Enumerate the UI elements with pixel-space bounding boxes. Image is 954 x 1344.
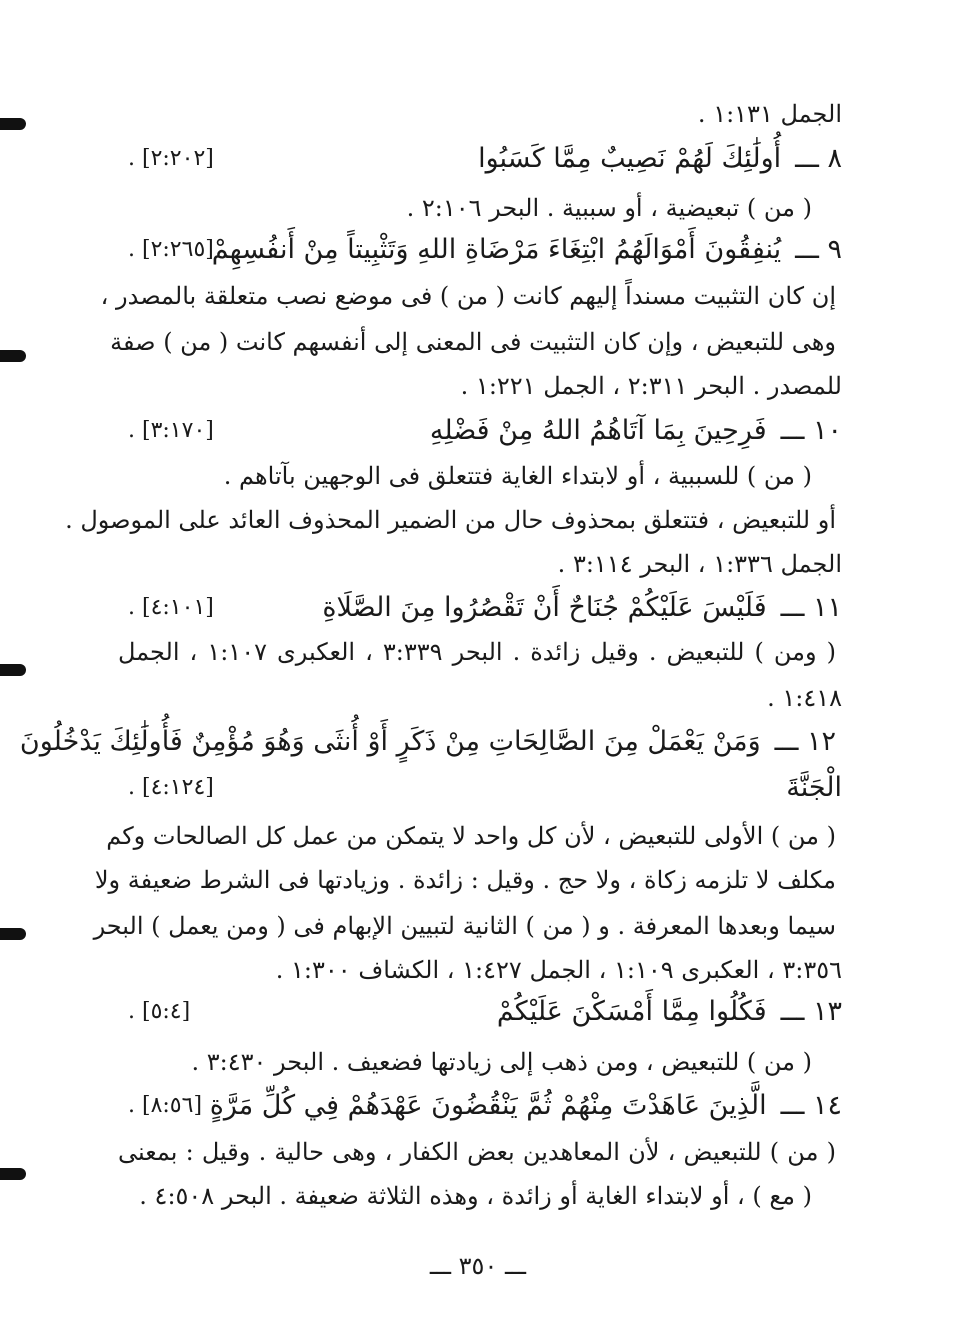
- verse-text: أُولَٰئِكَ لَهُمْ نَصِيبٌ مِمَّا كَسَبُوا: [478, 143, 782, 174]
- scan-edge-mark: [0, 664, 26, 676]
- verse-text: فَكُلُوا مِمَّا أَمْسَكْنَ عَلَيْكُمْ: [496, 996, 767, 1027]
- verse-entry: [210, 1088, 842, 1124]
- commentary-line: للمصدر . البحر ٢:٣١١ ، الجمل ١:٢٢١ .: [460, 372, 842, 400]
- verse-entry: [478, 141, 842, 177]
- verse-entry: [212, 232, 842, 268]
- commentary-line: ( من ) للتبعيض ، لأن المعاهدين بعض الكفار ، وهى حالية . وقيل : بمعنى: [118, 1138, 836, 1166]
- commentary-line: سيما وبعدها المعرفة . و ( من ) الثانية لتبيين الإبهام فى ( ومن يعمل ) البحر: [93, 912, 836, 940]
- verse-reference: [٤:١٢٤] .: [128, 775, 214, 800]
- verse-reference: [٣:١٧٠] .: [128, 418, 214, 443]
- entry-number: ١٤ ـــ: [780, 1090, 842, 1121]
- verse-text: الَّذِينَ عَاهَدْتَ مِنْهُمْ ثُمَّ يَنْقُضُونَ عَهْدَهُمْ فِي كُلِّ مَرَّةٍ: [209, 1090, 767, 1121]
- commentary-line: إن كان التثبيت مسنداً إليهم كانت ( من ) فى موضع نصب متعلقة بالمصدر ،: [100, 282, 836, 310]
- entry-number: ١٠ ـــ: [780, 415, 842, 446]
- verse-text: يُنفِقُونَ أَمْوَالَهُمُ ابْتِغَاءَ مَرْضَاةِ اللهِ وَتَثْبِيتاً مِنْ أَنفُسِهِمْ: [211, 234, 782, 265]
- commentary-line: ( من ) للتبعيض ، ومن ذهب إلى زيادتها فضعيف . البحر ٣:٤٣٠ .: [191, 1048, 812, 1076]
- scan-edge-mark: [0, 928, 26, 940]
- entry-number: ٨ ـــ: [795, 143, 842, 174]
- commentary-line: ( مع ) ، أو لابتداء الغاية أو زائدة ، وهذه الثلاثة ضعيفة . البحر ٤:٥٠٨ .: [139, 1182, 812, 1210]
- commentary-line: الجمل ١:١٣١ .: [697, 100, 842, 128]
- verse-continuation: الْجَنَّةَ: [786, 772, 842, 803]
- scan-edge-mark: [0, 118, 26, 130]
- commentary-line: ٣:٣٥٦ ، العكبرى ١:١٠٩ ، الجمل ١:٤٢٧ ، الكشاف ١:٣٠٠ .: [275, 956, 842, 984]
- commentary-line: مكلف لا تلزمه زكاة ، ولا حج . وقيل : زائدة . وزيادتها فى الشرط ضعيفة ولا: [94, 866, 836, 894]
- commentary-line: أو للتبعيض ، فتتعلق بمحذوف حال من الضمير المحذوف العائد على الموصول .: [65, 506, 836, 534]
- verse-entry: [322, 590, 842, 626]
- page-number: ـــ ٣٥٠ ـــ: [429, 1252, 527, 1280]
- verse-text: فَرِحِينَ بِمَا آتَاهُمُ اللهُ مِنْ فَضْلِهِ: [429, 415, 767, 446]
- verse-entry: [430, 413, 842, 449]
- commentary-line: ( ومن ) للتبعيض . وقيل زائدة . البحر ٣:٣٣٩ ، العكبرى ١:١٠٧ ، الجمل: [118, 638, 837, 666]
- commentary-line: ( من ) تبعيضية ، أو سببية . البحر ٢:١٠٦ .: [406, 194, 812, 222]
- entry-number: ١١ ـــ: [780, 592, 842, 623]
- commentary-line: ( من ) الأولى للتبعيض ، لأن كل واحد لا يتمكن من عمل كل الصالحات وكم: [106, 822, 836, 850]
- entry-number: ١٣ ـــ: [780, 996, 842, 1027]
- verse-reference: [٢:٢٠٢] .: [128, 146, 214, 171]
- entry-number: ١٢ ـــ: [774, 726, 836, 757]
- scan-edge-mark: [0, 350, 26, 362]
- verse-entry: [19, 724, 836, 760]
- commentary-line: وهى للتبعيض ، وإن كان التثبيت فى المعنى إلى أنفسهم كانت ( من ) صفة: [110, 328, 836, 356]
- commentary-line: الجمل ١:٣٣٦ ، البحر ٣:١١٤ .: [557, 550, 842, 578]
- verse-reference: [٥:٤] .: [128, 999, 191, 1024]
- verse-text: وَمَنْ يَعْمَلْ مِنَ الصَّالِحَاتِ مِنْ ذَكَرٍ أَوْ أُنثَى وَهُوَ مُؤْمِنٌ فَأُولَٰئِكَ يَدْخُلُونَ: [19, 726, 761, 757]
- verse-reference: [٤:١٠١] .: [128, 595, 214, 620]
- verse-text: فَلَيْسَ عَلَيْكُمْ جُنَاحٌ أَنْ تَقْصُرُوا مِنَ الصَّلَاةِ: [322, 592, 767, 623]
- entry-number: ٩ ـــ: [795, 234, 842, 265]
- scan-edge-mark: [0, 1168, 26, 1180]
- verse-entry: [497, 994, 842, 1030]
- verse-reference: [٢:٢٦٥] .: [128, 237, 214, 262]
- verse-reference: [٨:٥٦] .: [128, 1093, 203, 1118]
- commentary-line: ( من ) للسببية ، أو لابتداء الغاية فتتعلق فى الوجهين بآتاهم .: [223, 462, 812, 490]
- commentary-line: ١:٤١٨ .: [767, 684, 842, 712]
